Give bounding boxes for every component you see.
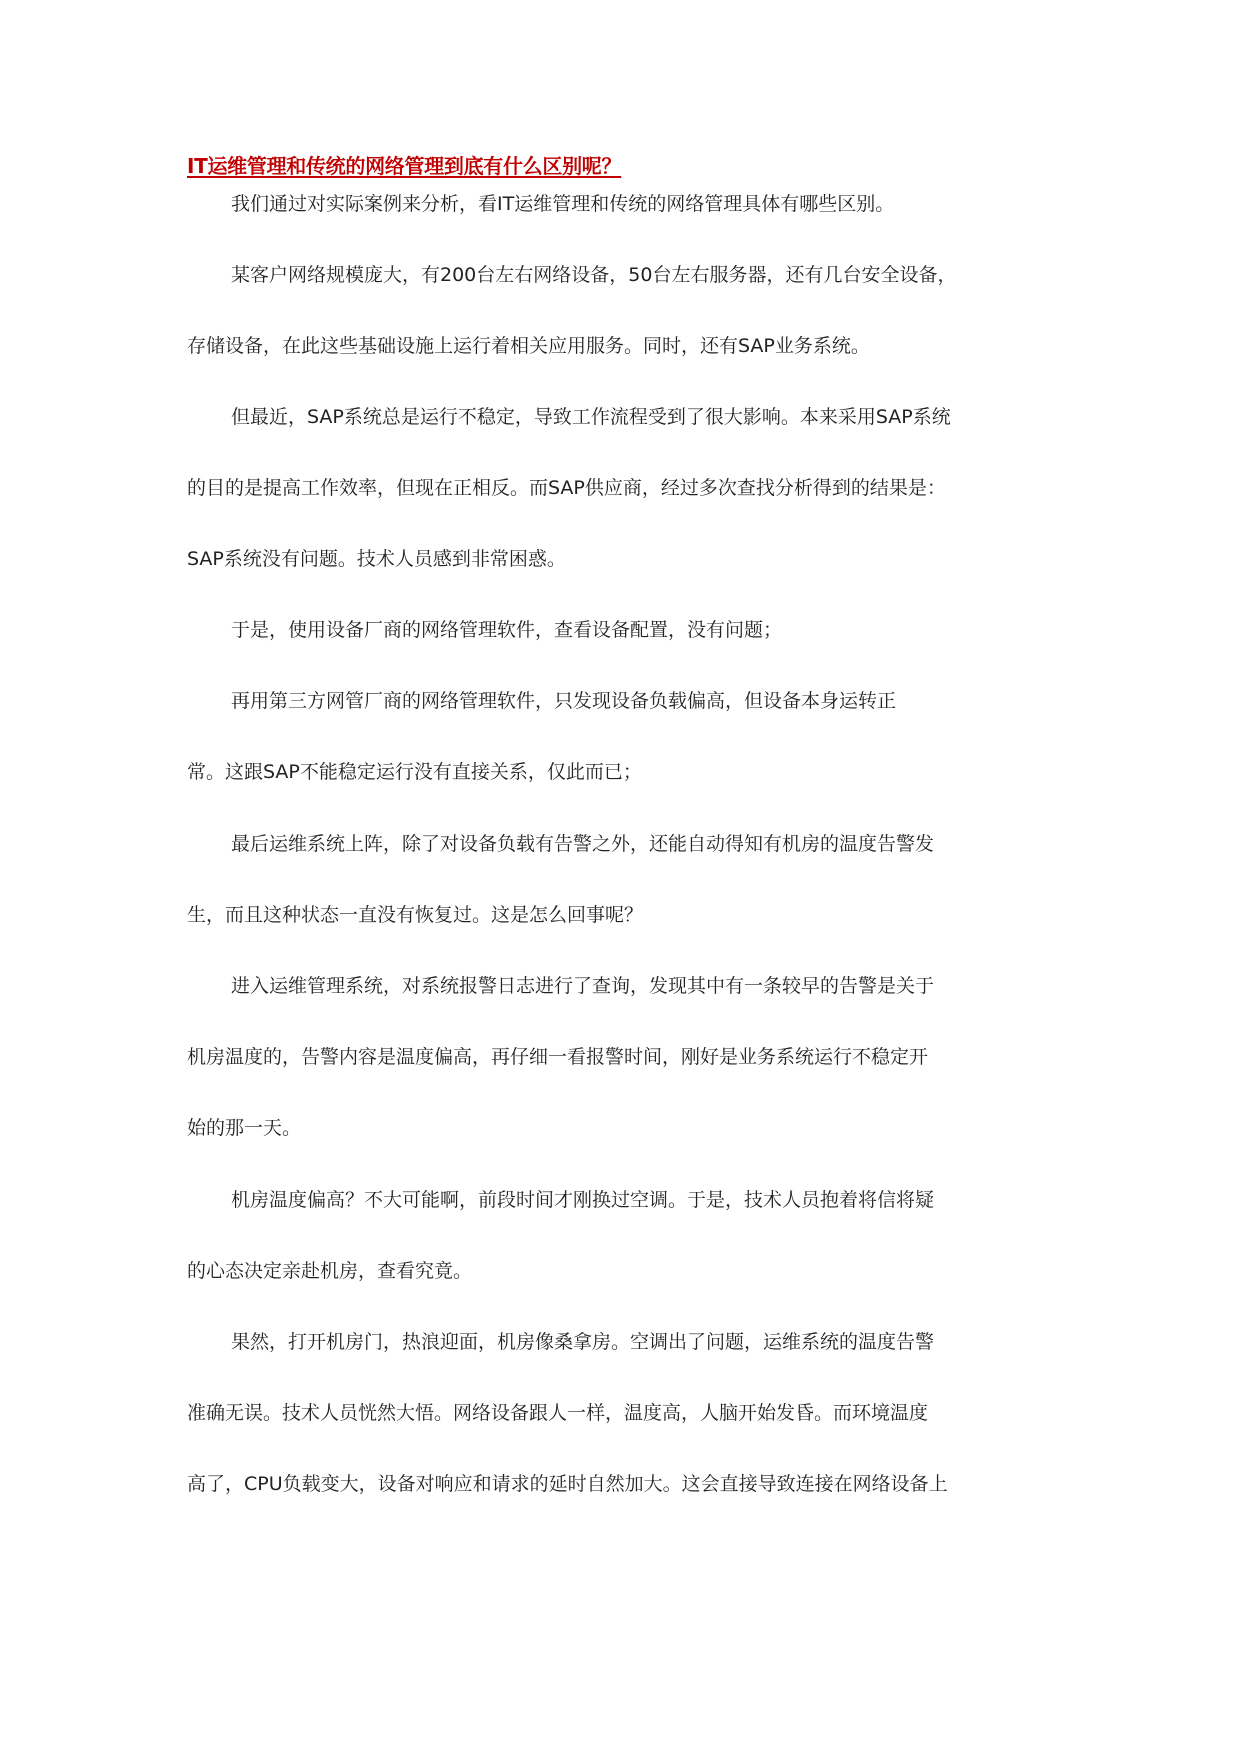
paragraph-line: 果然，打开机房门，热浪迎面，机房像桑拿房。空调出了问题，运维系统的温度告警 <box>231 1331 935 1353</box>
paragraph-line: 高了，CPU负载变大，设备对响应和请求的延时自然加大。这会直接导致连接在网络设备上 <box>187 1473 948 1495</box>
paragraph-line: 准确无误。技术人员恍然大悟。网络设备跟人一样，温度高，人脑开始发昏。而环境温度 <box>187 1402 929 1424</box>
document-title: IT运维管理和传统的网络管理到底有什么区别呢？ <box>187 154 622 178</box>
paragraph-line: 机房温度偏高？不大可能啊，前段时间才刚换过空调。于是，技术人员抱着将信将疑 <box>231 1189 935 1211</box>
paragraph-line: 存储设备，在此这些基础设施上运行着相关应用服务。同时，还有SAP业务系统。 <box>187 335 870 357</box>
paragraph-line: 生，而且这种状态一直没有恢复过。这是怎么回事呢？ <box>187 904 644 926</box>
paragraph-line: 再用第三方网管厂商的网络管理软件，只发现设备负载偏高，但设备本身运转正 <box>231 690 897 712</box>
paragraph-line: 最后运维系统上阵，除了对设备负载有告警之外，还能自动得知有机房的温度告警发 <box>231 833 935 855</box>
paragraph-line: 机房温度的，告警内容是温度偏高，再仔细一看报警时间，刚好是业务系统运行不稳定开 <box>187 1046 929 1068</box>
paragraph-line: 的心态决定亲赴机房，查看究竟。 <box>187 1260 473 1282</box>
paragraph-line: 常。这跟SAP不能稳定运行没有直接关系，仅此而已； <box>187 761 642 783</box>
paragraph-line: 但最近，SAP系统总是运行不稳定，导致工作流程受到了很大影响。本来采用SAP系统 <box>231 406 951 428</box>
paragraph-line: 我们通过对实际案例来分析，看IT运维管理和传统的网络管理具体有哪些区别。 <box>231 193 895 215</box>
paragraph-line: 始的那一天。 <box>187 1117 302 1139</box>
paragraph-line: 进入运维管理系统，对系统报警日志进行了查询，发现其中有一条较早的告警是关于 <box>231 975 935 997</box>
paragraph-line: SAP系统没有问题。技术人员感到非常困惑。 <box>187 548 566 570</box>
paragraph-line: 某客户网络规模庞大，有200台左右网络设备，50台左右服务器，还有几台安全设备， <box>231 264 957 286</box>
paragraph-line: 于是，使用设备厂商的网络管理软件，查看设备配置，没有问题； <box>231 619 783 641</box>
paragraph-line: 的目的是提高工作效率，但现在正相反。而SAP供应商，经过多次查找分析得到的结果是： <box>187 477 946 499</box>
